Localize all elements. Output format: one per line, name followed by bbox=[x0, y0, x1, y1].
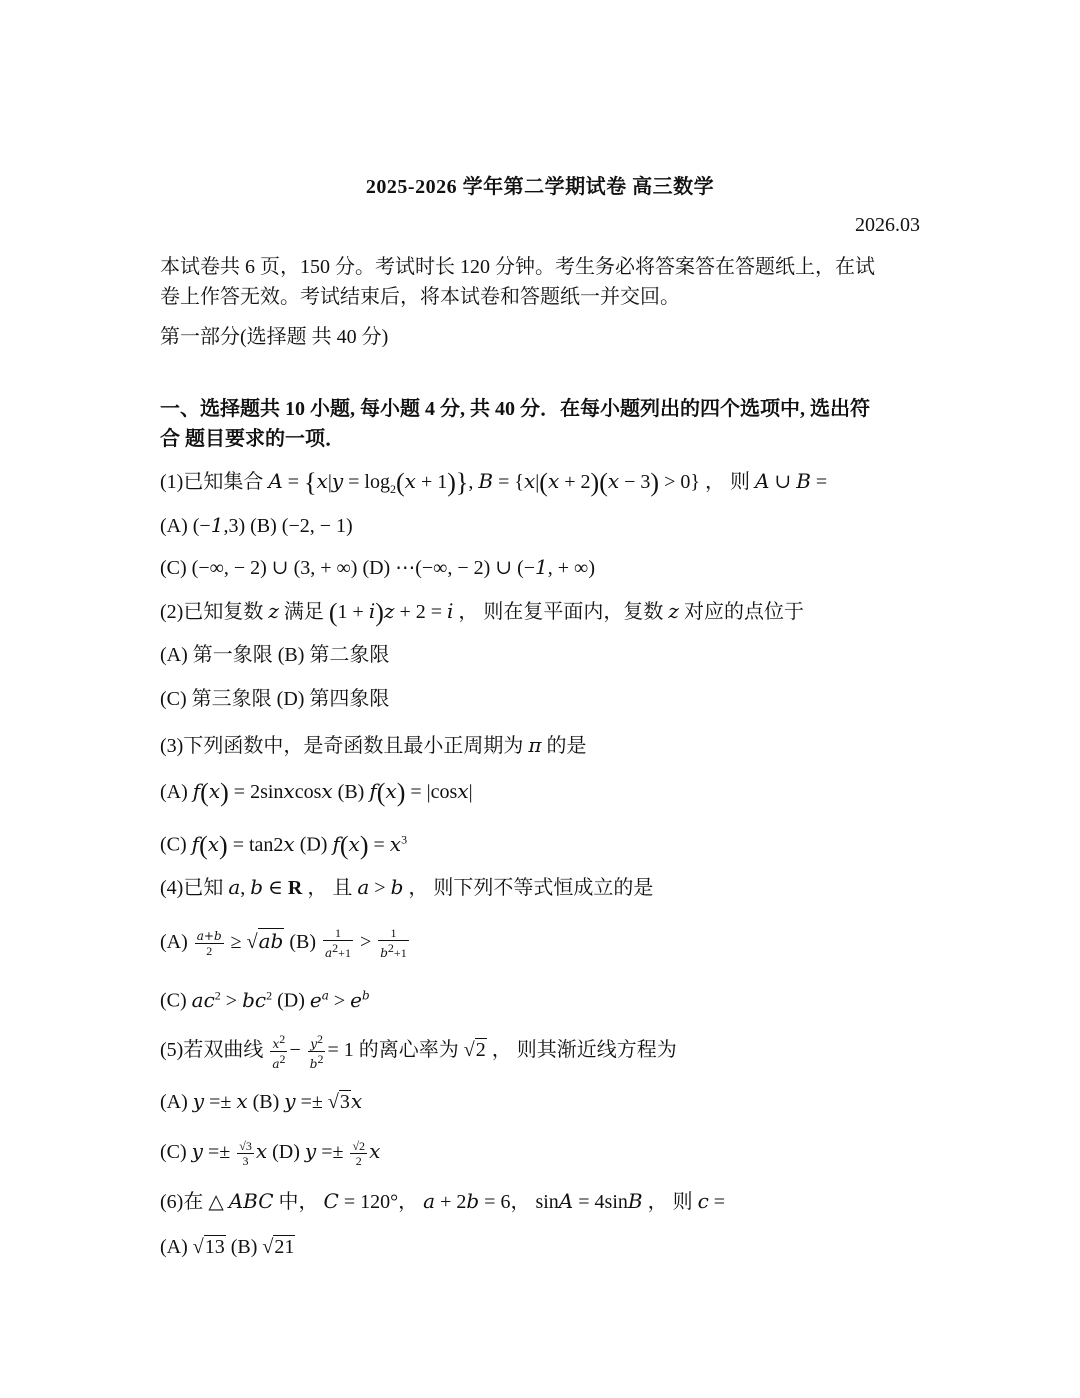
q5-suffix: ， 则其渐近线方程为 bbox=[491, 1039, 677, 1062]
section1-heading-line-2: 合 题目要求的一项． bbox=[160, 428, 345, 450]
q4-options-ab bbox=[160, 926, 411, 960]
q3-option-a-label: (A) bbox=[160, 781, 188, 803]
q2-mid2: ， 则在复平面内，复数 bbox=[458, 601, 664, 623]
q4-option-b-formula: $\frac{1}{a^2+1}$ > $\frac{1}{b^2+1}$ bbox=[325, 926, 407, 961]
q3-option-d-formula: $f(x) = x^3$ bbox=[332, 830, 408, 860]
question-3 bbox=[160, 730, 586, 761]
q4-option-a-formula: $\frac{a+b}{2}$ ≥ √ab bbox=[196, 928, 284, 958]
q5-prefix: (5)若双曲线 bbox=[160, 1039, 264, 1062]
q6-option-b-formula: √21 bbox=[262, 1236, 295, 1258]
q4-prefix: (4)已知 bbox=[160, 877, 224, 899]
q6-option-a-label: (A) bbox=[160, 1236, 188, 1258]
q4-options-cd bbox=[160, 980, 370, 1016]
question-4 bbox=[160, 872, 653, 903]
q2-options-cd bbox=[160, 684, 389, 714]
q1-option-b-label: (B) bbox=[250, 515, 277, 537]
q4-option-b-label: (B) bbox=[289, 931, 317, 953]
question-6 bbox=[160, 1186, 725, 1217]
q6-triangle: △ ABC bbox=[208, 1189, 274, 1213]
q3-prefix: (3)下列函数中，是奇函数且最小正周期为 bbox=[160, 735, 524, 757]
q6-sine-condition: sinA = 4sinB bbox=[535, 1189, 643, 1213]
q3-option-b-label: (B) bbox=[337, 781, 365, 803]
q3-suffix: 的是 bbox=[546, 735, 587, 757]
q4-option-c-formula: $ac^2 > bc^2$ bbox=[191, 987, 273, 1012]
q6-angle-c: C = 120° bbox=[323, 1189, 399, 1213]
q5-option-c-formula: y =± $\frac{√3}{3}$ x bbox=[191, 1138, 268, 1168]
q2-z-symbol-2: z bbox=[668, 599, 679, 623]
q2-option-a: (A) 第一象限 bbox=[160, 644, 273, 666]
q3-option-c-formula: f(x) = tan2x bbox=[191, 830, 295, 860]
q6-options-ab bbox=[160, 1232, 295, 1262]
q5-option-b-label: (B) bbox=[252, 1091, 280, 1113]
q6-sep-2: ， bbox=[510, 1191, 531, 1213]
q6-sep-1: ， bbox=[398, 1191, 419, 1213]
q2-option-c: (C) 第三象限 bbox=[160, 688, 272, 710]
q4-condition: a > b bbox=[357, 875, 404, 899]
q6-mid: 中， bbox=[278, 1191, 319, 1213]
q6-prefix: (6)在 bbox=[160, 1191, 204, 1213]
q1-option-d-formula: ⋯(−∞, − 2) ∪ (−1, + ∞) bbox=[395, 555, 595, 579]
q1-union-formula: A bbox=[754, 469, 770, 493]
section1-heading bbox=[160, 394, 920, 454]
q1-option-d-label: (D) bbox=[362, 557, 391, 579]
q2-option-b: (B) 第二象限 bbox=[277, 644, 390, 666]
q2-options-ab bbox=[160, 640, 389, 670]
q1-option-c-label: (C) bbox=[160, 557, 187, 579]
q2-equation: (1 + i)z + 2 = i bbox=[328, 598, 454, 627]
q1-option-a-formula: (−1,3) bbox=[192, 513, 246, 537]
q1-options-ab bbox=[160, 510, 353, 541]
q6-sum-condition: a + 2b = 6 bbox=[423, 1189, 511, 1213]
q3-options-ab bbox=[160, 776, 473, 808]
q1-prefix: (1)已知集合 bbox=[160, 471, 264, 493]
q2-mid1: 满足 bbox=[283, 601, 324, 623]
q2-option-d: (D) 第四象限 bbox=[276, 688, 390, 710]
intro-line-2: 卷上作答无效。考试结束后，将本试卷和答题纸一并交回。 bbox=[160, 286, 680, 308]
question-1: (1)已知集合 $A = \{x|y = \log_2(x + 1)\}$, B = {x|(x + 2)(x − 3) > 0} ， 则 A ∪ B = bbox=[160, 468, 828, 497]
q1-suffix: ， 则 bbox=[704, 471, 750, 493]
part1-label: 第一部分(选择题 共 40 分) bbox=[160, 326, 389, 348]
q2-suffix: 对应的点位于 bbox=[683, 601, 804, 623]
q6-option-b-label: (B) bbox=[230, 1236, 258, 1258]
q6-suffix: ， 则 bbox=[647, 1191, 693, 1213]
q6-c-formula: c = bbox=[697, 1189, 726, 1213]
q3-option-a-formula: f(x) = 2sinxcosx bbox=[192, 778, 333, 807]
q1-option-b-formula: (−2, − 1) bbox=[281, 515, 353, 537]
q3-pi-symbol: π bbox=[528, 733, 542, 757]
q1-option-c-formula: (−∞, − 2) ∪ (3, + ∞) bbox=[191, 557, 358, 579]
exam-date: 2026.03 bbox=[855, 214, 920, 236]
q4-suffix: ， 则下列不等式恒成立的是 bbox=[408, 877, 654, 899]
q2-z-symbol: z bbox=[268, 599, 279, 623]
q4-set-formula: a, b ∈ R bbox=[228, 875, 303, 899]
q2-prefix: (2)已知复数 bbox=[160, 601, 264, 623]
q3-option-d-label: (D) bbox=[299, 833, 328, 856]
q5-option-d-label: (D) bbox=[272, 1141, 300, 1163]
q6-option-a-formula: √13 bbox=[192, 1236, 225, 1258]
q3-options-cd bbox=[160, 824, 407, 861]
section1-heading-line-1: 一、选择题共 10 小题, 每小题 4 分, 共 40 分．在每小题列出的四个选项中, 选出符 bbox=[160, 398, 870, 420]
q3-option-b-formula: f(x) = |cosx| bbox=[369, 778, 473, 807]
q4-option-c-label: (C) bbox=[160, 989, 187, 1012]
intro-paragraph bbox=[160, 252, 920, 312]
q4-option-a-label: (A) bbox=[160, 931, 188, 953]
q4-mid: ， 且 bbox=[307, 877, 353, 899]
q4-option-d-label: (D) bbox=[277, 989, 305, 1012]
q4-option-d-formula: $e^a > e^b$ bbox=[309, 987, 370, 1012]
q1-set-formula: A bbox=[268, 469, 283, 493]
question-2 bbox=[160, 596, 804, 628]
q5-options-cd bbox=[160, 1136, 380, 1168]
q5-options-ab bbox=[160, 1086, 362, 1117]
q1-option-a-label: (A) bbox=[160, 515, 188, 537]
q5-eccentricity: √2 bbox=[463, 1039, 486, 1062]
q5-option-a-formula: y =± x bbox=[192, 1089, 248, 1113]
intro-line-1: 本试卷共 6 页，150 分。考试时长 120 分钟。考生务必将答案答在答题纸上，在试 bbox=[160, 256, 875, 278]
exam-title: 2025-2026 学年第二学期试卷 高三数学 bbox=[365, 176, 715, 198]
q3-option-c-label: (C) bbox=[160, 833, 187, 856]
q5-option-d-formula: y =± $\frac{√2}{2}$ x bbox=[304, 1138, 381, 1168]
q5-mid: 的离心率为 bbox=[358, 1039, 459, 1062]
question-5 bbox=[160, 1032, 677, 1071]
q5-option-c-label: (C) bbox=[160, 1141, 187, 1163]
q5-option-b-formula: y =± √3x bbox=[284, 1089, 363, 1113]
q5-hyperbola-formula: $\frac{x^2}{a^2}$ − $\frac{y^2}{b^2}$ = 1 bbox=[272, 1032, 354, 1071]
q1-options-cd bbox=[160, 552, 595, 583]
q5-option-a-label: (A) bbox=[160, 1091, 188, 1113]
